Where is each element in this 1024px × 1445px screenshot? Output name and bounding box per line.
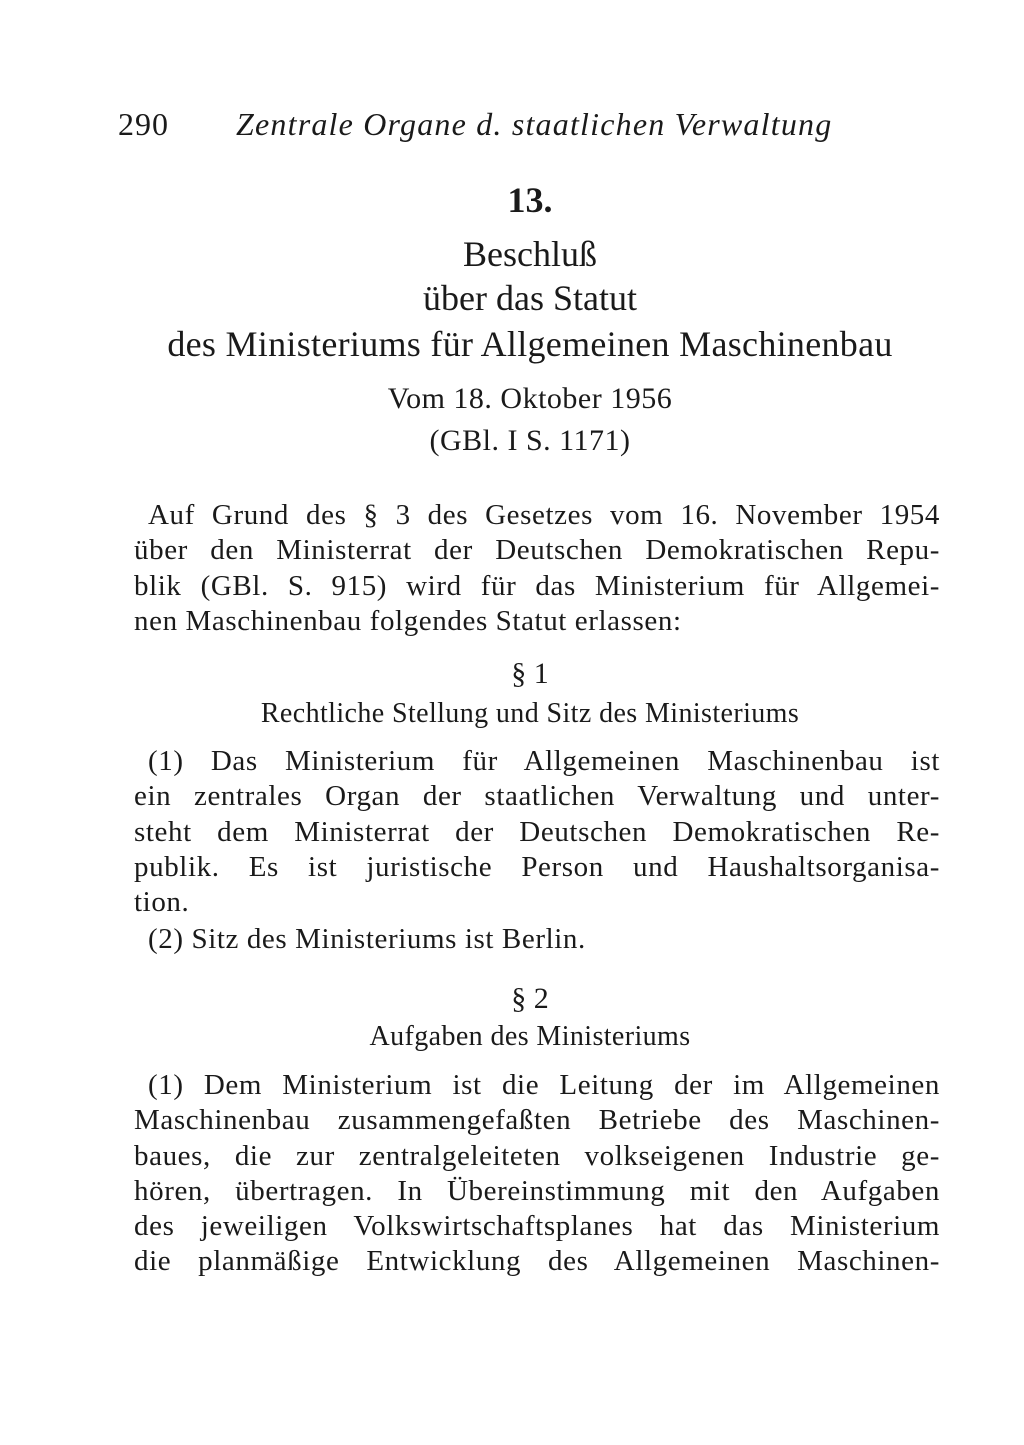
document-number: 13. bbox=[507, 180, 553, 220]
section-2-heading: Aufgaben des Ministeriums bbox=[369, 1021, 691, 1052]
text-line: blik (GBl. S. 915) wird für das Ministerium für Allgemei- bbox=[134, 569, 940, 602]
text-line: Auf Grund des § 3 des Gesetzes vom 16. November 1954 bbox=[148, 499, 940, 531]
page-number: 290 bbox=[118, 106, 169, 142]
text-line: ein zentrales Organ der staatlichen Verwaltung und unter- bbox=[134, 780, 940, 813]
text-line: die planmäßige Entwicklung des Allgemeinen Maschinen- bbox=[134, 1245, 940, 1278]
text-line: baues, die zur zentralgeleiteten volkseigenen Industrie ge- bbox=[134, 1139, 940, 1172]
text-line: (1) Dem Ministerium ist die Leitung der im Allgemeinen bbox=[148, 1069, 940, 1101]
text-line: (2) Sitz des Ministeriums ist Berlin. bbox=[148, 923, 586, 955]
text-line: steht dem Ministerrat der Deutschen Demokratischen Re- bbox=[134, 815, 940, 848]
running-header bbox=[118, 104, 878, 144]
text-line: publik. Es ist juristische Person und Haushaltsorganisa- bbox=[134, 850, 940, 883]
text-line: Maschinenbau zusammengefaßten Betriebe des Maschinen- bbox=[134, 1104, 940, 1137]
section-2-number: § 2 bbox=[511, 982, 549, 1015]
document-title-line-3: des Ministeriums für Allgemeinen Maschinenbau bbox=[167, 324, 893, 364]
section-1-number: § 1 bbox=[511, 657, 549, 690]
section-2-paragraph-1 bbox=[134, 1068, 940, 1280]
intro-paragraph bbox=[134, 498, 940, 639]
section-1-paragraph-2 bbox=[134, 922, 940, 957]
document-title-line-1: Beschluß bbox=[463, 234, 597, 274]
text-line: tion. bbox=[134, 886, 190, 919]
document-title-line-2: über das Statut bbox=[423, 278, 637, 318]
document-reference: (GBl. I S. 1171) bbox=[429, 424, 631, 457]
text-line: hören, übertragen. In Übereinstimmung mit den Aufgaben bbox=[134, 1174, 940, 1207]
section-1-heading: Rechtliche Stellung und Sitz des Ministeriums bbox=[260, 698, 800, 729]
document-date: Vom 18. Oktober 1956 bbox=[387, 382, 673, 415]
running-title: Zentrale Organe d. staatlichen Verwaltung bbox=[236, 106, 833, 142]
text-line: des jeweiligen Volkswirtschaftsplanes hat das Ministerium bbox=[134, 1210, 940, 1243]
section-1-paragraph-1 bbox=[134, 744, 940, 920]
text-line: (1) Das Ministerium für Allgemeinen Maschinenbau ist bbox=[148, 745, 940, 777]
text-line: nen Maschinenbau folgendes Statut erlassen: bbox=[134, 604, 682, 637]
text-line: über den Ministerrat der Deutschen Demokratischen Repu- bbox=[134, 534, 940, 567]
